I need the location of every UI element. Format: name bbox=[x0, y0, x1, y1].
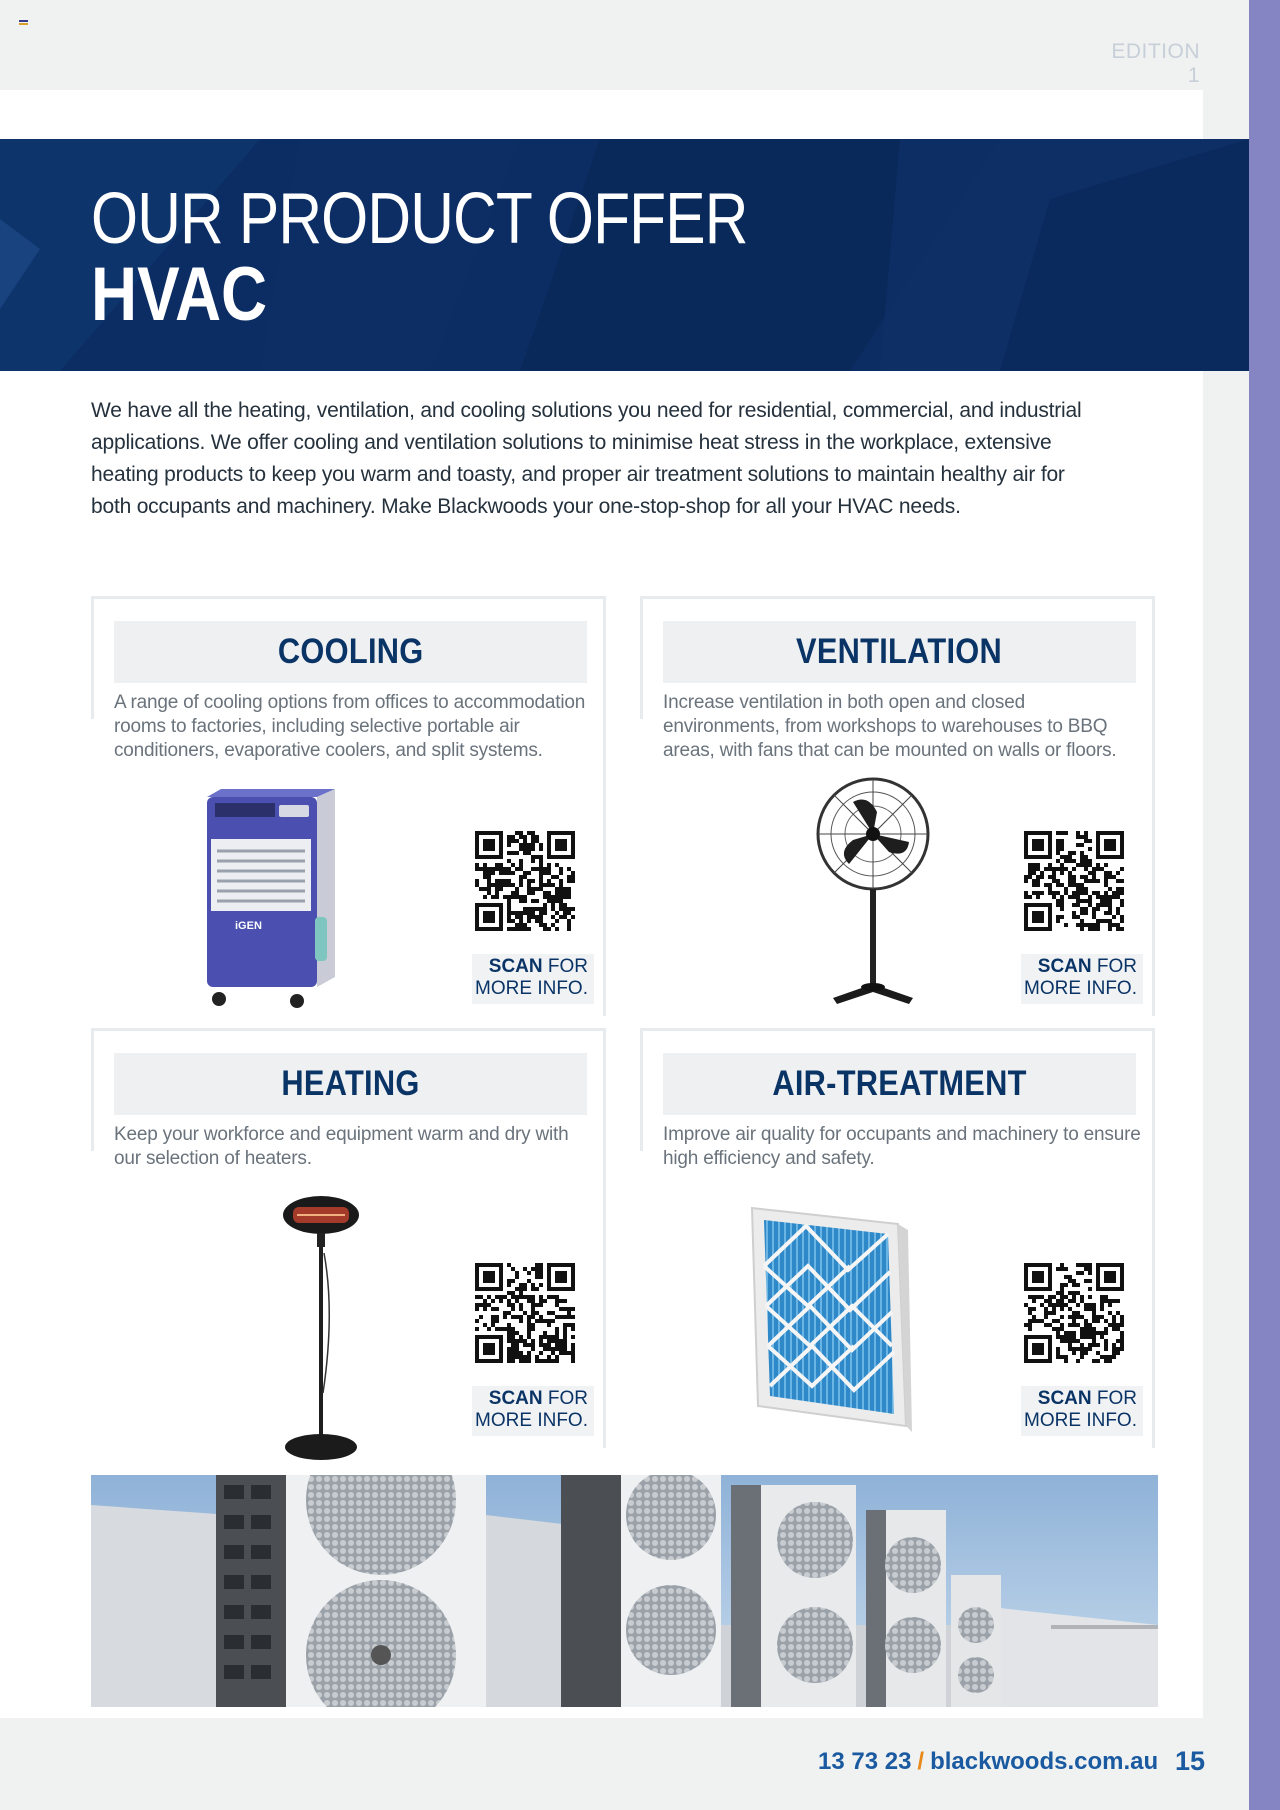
page-title: OUR PRODUCT OFFER bbox=[91, 179, 748, 259]
card-description: Keep your workforce and equipment warm and dry with our selection of heaters. bbox=[114, 1124, 569, 1169]
scan-for-more-info[interactable]: SCAN FOR MORE INFO. bbox=[1021, 1386, 1143, 1436]
card-header bbox=[114, 1053, 587, 1115]
card-ventilation bbox=[640, 596, 1155, 1016]
card-description: Improve air quality for occupants and machinery to ensure high efficiency and safety. bbox=[663, 1124, 1141, 1169]
card-air-treatment bbox=[640, 1028, 1155, 1448]
category-title: HVAC bbox=[91, 252, 268, 337]
patio-heater-image bbox=[279, 1193, 369, 1468]
pedestal-fan-image bbox=[813, 772, 933, 1012]
card-title: AIR-TREATMENT bbox=[772, 1064, 1027, 1103]
card-title: HEATING bbox=[281, 1064, 420, 1103]
intro-paragraph: We have all the heating, ventilation, and cooling solutions you need for residential, commercial, and industrial applications. We offer cooling and ventilation solutions to minimise heat stress in the workplace, extensive heating products to keep you warm and toasty, and proper air treatment solutions to maintain healthy air for both occupants and machinery. Make Blackwoods your one-stop-shop for all your HVAC needs. bbox=[91, 399, 1082, 518]
hero-banner bbox=[0, 139, 1249, 371]
qr-code bbox=[475, 831, 575, 931]
card-cooling bbox=[91, 596, 606, 1016]
card-description: A range of cooling options from offices to accommodation rooms to factories, including selective portable air conditioners, evaporative coolers, and split systems. bbox=[114, 692, 586, 761]
rooftop-ac-units-photo bbox=[91, 1475, 1158, 1707]
scan-for-more-info[interactable]: SCAN FOR MORE INFO. bbox=[472, 954, 594, 1004]
qr-code bbox=[1024, 831, 1124, 931]
card-header bbox=[663, 621, 1136, 683]
page-number: 15 bbox=[1175, 1746, 1206, 1776]
card-title: COOLING bbox=[277, 632, 424, 671]
separator: / bbox=[917, 1748, 925, 1775]
side-stripe bbox=[1249, 0, 1280, 1810]
card-title: VENTILATION bbox=[796, 632, 1003, 671]
brand-label: iGEN bbox=[235, 920, 262, 932]
flag-icon bbox=[19, 20, 28, 27]
card-header bbox=[114, 621, 587, 683]
qr-code bbox=[1024, 1263, 1124, 1363]
pleated-air-filter-image bbox=[748, 1206, 913, 1441]
card-description: Increase ventilation in both open and closed environments, from workshops to warehouses to BBQ areas, with fans that can be mounted on walls or floors. bbox=[663, 692, 1117, 761]
scan-for-more-info[interactable]: SCAN FOR MORE INFO. bbox=[472, 1386, 594, 1436]
card-heating bbox=[91, 1028, 606, 1448]
scan-for-more-info[interactable]: SCAN FOR MORE INFO. bbox=[1021, 954, 1143, 1004]
edition-label: EDITION 1 bbox=[1111, 40, 1200, 87]
portable-air-conditioner-image bbox=[197, 787, 347, 1017]
qr-code bbox=[475, 1263, 575, 1363]
website-link[interactable]: blackwoods.com.au bbox=[930, 1748, 1159, 1775]
phone-number[interactable]: 13 73 23 bbox=[818, 1748, 912, 1775]
footer-contact bbox=[818, 1748, 1158, 1776]
card-header bbox=[663, 1053, 1136, 1115]
